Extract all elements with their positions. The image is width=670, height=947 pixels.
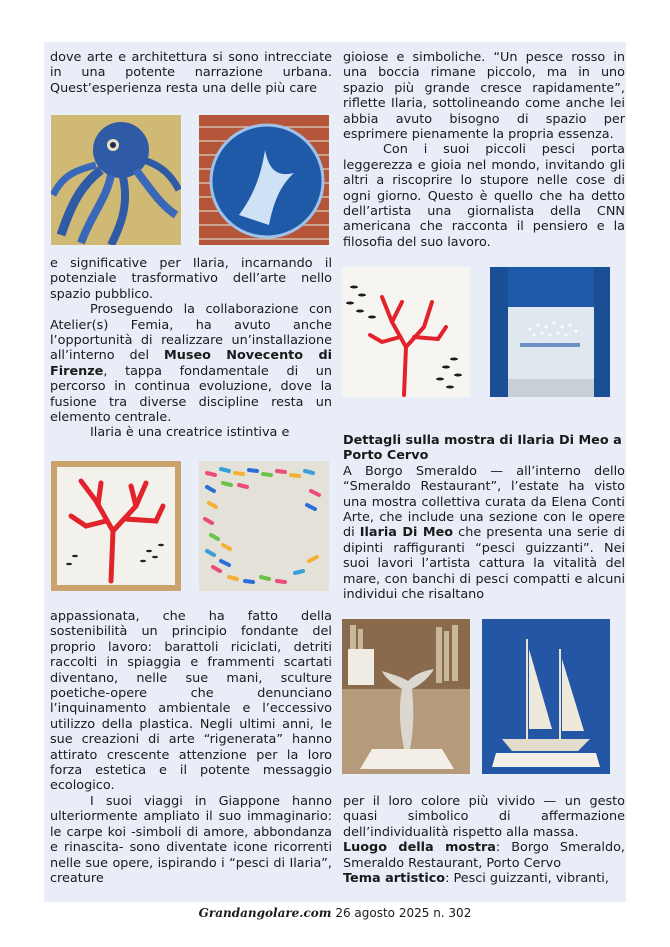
right-paragraph-1: gioiose e simboliche. “Un pesce rosso in una boccia rimane piccolo, ma in uno spazio più grande cresce rapidamente”, riflette Ilaria, sottolineando come anche lei abbia avuto bisogno di spazio per esprimere pienamente la propria essenza. <box>343 50 625 143</box>
right-column-middle <box>343 433 625 602</box>
left-column-middle <box>50 256 332 441</box>
coral-and-fish-painting <box>342 267 470 397</box>
book-whale-tail-sculpture-photo <box>342 619 470 774</box>
exhibition-heading: Dettagli sulla mostra di Ilaria Di Meo a Porto Cervo <box>343 433 622 464</box>
red-coral-framed-painting <box>51 461 181 591</box>
right-paragraph-2: Con i suoi piccoli pesci porta leggerezza e gioia nel mondo, invitando gli altri a riscoprire lo stupore nelle cose di ogni giorno. Questo è quello che ha detto dell’artista una giornalista della CNN americana che racconta il pensiero e la filosofia del suo lavoro. <box>343 142 625 250</box>
left-paragraph-1: dove arte e architettura si sono intrecciate in una potente narrazione urbana. Quest’esperienza resta una delle più care <box>50 50 332 96</box>
right-paragraph-3: A Borgo Smeraldo — all’interno dello “Smeraldo Restaurant”, l’estate ha visto una mostra collettiva curata da Elena Conti Arte, che include una sezione con le opere di Ilaria Di Meo che presenta una serie di dipinti raffiguranti “pesci guizzanti”. Nei suoi lavori l’artista cattura la vitalità del mare, con banchi di pesci compatti e alcuni individui che risaltano <box>343 463 626 603</box>
artist-name: Ilaria Di Meo <box>359 525 454 541</box>
right-column-bottom <box>343 794 625 886</box>
footer-date-issue: 26 agosto 2025 n. 302 <box>335 906 472 920</box>
museo-novecento-name: Museo Novecento di Firenze <box>50 348 332 379</box>
whale-tail-bowl-artwork <box>199 115 329 245</box>
right-column-top <box>343 50 625 250</box>
book-sailboat-sculpture-photo <box>482 619 610 774</box>
left-paragraph-6: I suoi viaggi in Giappone hanno ulteriormente ampliato il suo immaginario: le carpe koi -simboli di amore, abbondanza e rinascita- sono diventate icone ricorrenti nelle sue opere, ispirando i “pesci di Ilaria”, creature <box>50 793 332 886</box>
right-paragraph-4: per il loro colore più vivido — un gesto quasi simbolico di affermazione dell’individualità rispetto alla massa. <box>343 794 625 840</box>
exhibition-location: Luogo della mostra: Borgo Smeraldo, Smeraldo Restaurant, Porto Cervo <box>343 840 625 871</box>
left-paragraph-5: appassionata, che ha fatto della sostenibilità un principio fondante del proprio lavoro: barattoli riciclati, detriti raccolti in spiaggia e frammenti scartati diventano, nelle sue mani, sculture poetiche-opere che denunciano l’inquinamento ambientale e l’eccessivo utilizzo della plastica. Negli ultimi anni, le sue creazioni di arte “rigenerata” hanno attirato crescente attenzione per la loro forza estetica e il potente messaggio ecologico. <box>50 609 332 794</box>
left-paragraph-3: Proseguendo la collaborazione con Atelier(s) Femia, ha avuto anche l’opportunità di realizzare un’installazione all’interno del Museo Novecento di Firenze, tappa fondamentale di un percorso in continua evoluzione, dove la fusione tra diverse discipline resta un elemento centrale. <box>50 302 332 426</box>
octopus-painting <box>51 115 181 245</box>
left-paragraph-4: Ilaria è una creatrice istintiva e <box>90 425 290 441</box>
page-footer <box>0 906 670 920</box>
colorful-fish-school-painting <box>199 461 329 591</box>
museum-installation-photo <box>490 267 610 397</box>
left-column-bottom <box>50 609 332 886</box>
left-column-top <box>50 50 332 96</box>
artistic-theme: Tema artistico: Pesci guizzanti, vibranti, <box>343 871 609 887</box>
left-paragraph-2: e significative per Ilaria, incarnando il potenziale trasformativo dell’arte nello spazio pubblico. <box>50 256 332 302</box>
footer-site-name: Grandangolare.com <box>198 906 332 920</box>
